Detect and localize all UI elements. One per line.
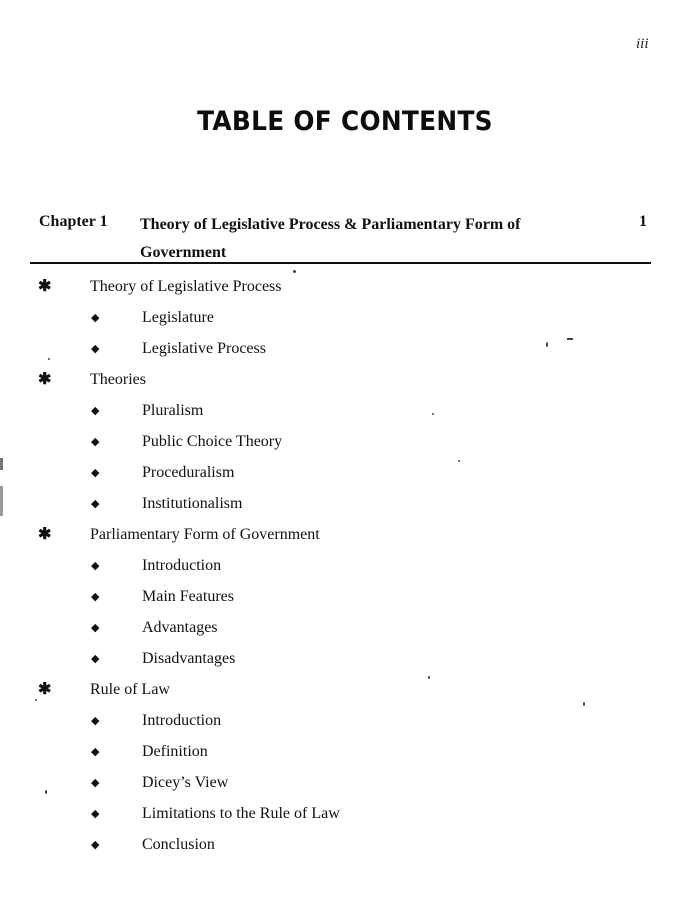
toc-subitem — [0, 741, 700, 772]
toc-subitem — [0, 338, 700, 369]
diamond-bullet-icon: ◆ — [91, 436, 100, 448]
chapter-title: Theory of Legislative Process & Parliamentary Form of Government — [140, 216, 521, 261]
diamond-bullet-icon: ◆ — [91, 839, 100, 851]
toc-subitem — [0, 431, 700, 462]
diamond-bullet-icon: ◆ — [91, 715, 100, 727]
scan-edge-mark — [0, 458, 3, 470]
toc-subitem-label: Pluralism — [142, 402, 204, 419]
scan-speck — [35, 699, 37, 701]
toc-subitem — [0, 834, 700, 865]
toc-subitem-label: Institutionalism — [142, 495, 243, 512]
toc-subitem-label: Legislative Process — [142, 340, 266, 357]
diamond-bullet-icon: ◆ — [91, 746, 100, 758]
toc-subitem — [0, 555, 700, 586]
scan-speck — [583, 702, 585, 706]
asterisk-bullet-icon: ✱ — [38, 371, 52, 388]
toc-section — [0, 369, 700, 400]
scan-speck — [48, 358, 50, 360]
asterisk-bullet-icon: ✱ — [38, 278, 52, 295]
toc-subitem — [0, 803, 700, 834]
toc-section — [0, 524, 700, 555]
toc-subitem-label: Introduction — [142, 712, 222, 729]
toc-section-label: Rule of Law — [90, 681, 170, 698]
toc-subitem-label: Legislature — [142, 309, 214, 326]
diamond-bullet-icon: ◆ — [91, 622, 100, 634]
toc-subitem — [0, 586, 700, 617]
scan-speck — [428, 676, 430, 679]
toc-subitem-label: Conclusion — [142, 836, 215, 853]
toc-subitem — [0, 772, 700, 803]
toc-subitem — [0, 462, 700, 493]
diamond-bullet-icon: ◆ — [91, 467, 100, 479]
asterisk-bullet-icon: ✱ — [38, 526, 52, 543]
toc-subitem-label: Limitations to the Rule of Law — [142, 805, 340, 822]
scan-edge-mark — [0, 486, 3, 516]
toc-subitem — [0, 307, 700, 338]
toc-subitem — [0, 493, 700, 524]
toc-subitem — [0, 648, 700, 679]
scan-speck — [293, 270, 296, 273]
toc-subitem — [0, 400, 700, 431]
chapter-divider — [30, 262, 651, 264]
page-number: iii — [636, 36, 649, 52]
toc-subitem — [0, 617, 700, 648]
scan-speck — [546, 342, 548, 347]
toc-section-label: Theory of Legislative Process — [90, 278, 282, 295]
scan-speck — [458, 460, 460, 462]
toc-subitem-label: Main Features — [142, 588, 234, 605]
diamond-bullet-icon: ◆ — [91, 405, 100, 417]
page-title: TABLE OF CONTENTS — [197, 106, 493, 137]
diamond-bullet-icon: ◆ — [91, 591, 100, 603]
toc-subitem-label: Proceduralism — [142, 464, 235, 481]
chapter-page-number: 1 — [639, 213, 647, 230]
toc-list — [0, 276, 700, 865]
toc-subitem-label: Definition — [142, 743, 208, 760]
toc-section-label: Theories — [90, 371, 146, 388]
toc-subitem — [0, 710, 700, 741]
scan-speck — [567, 338, 573, 340]
diamond-bullet-icon: ◆ — [91, 498, 100, 510]
scan-speck — [432, 413, 434, 415]
toc-subitem-label: Introduction — [142, 557, 222, 574]
chapter-label: Chapter 1 — [39, 213, 108, 230]
diamond-bullet-icon: ◆ — [91, 808, 100, 820]
diamond-bullet-icon: ◆ — [91, 312, 100, 324]
diamond-bullet-icon: ◆ — [91, 777, 100, 789]
toc-section-label: Parliamentary Form of Government — [90, 526, 320, 543]
toc-section — [0, 679, 700, 710]
toc-section — [0, 276, 700, 307]
diamond-bullet-icon: ◆ — [91, 653, 100, 665]
toc-subitem-label: Dicey’s View — [142, 774, 229, 791]
diamond-bullet-icon: ◆ — [91, 560, 100, 572]
toc-subitem-label: Disadvantages — [142, 650, 236, 667]
diamond-bullet-icon: ◆ — [91, 343, 100, 355]
asterisk-bullet-icon: ✱ — [38, 681, 52, 698]
scan-speck — [45, 790, 47, 794]
toc-subitem-label: Advantages — [142, 619, 218, 636]
toc-subitem-label: Public Choice Theory — [142, 433, 283, 450]
